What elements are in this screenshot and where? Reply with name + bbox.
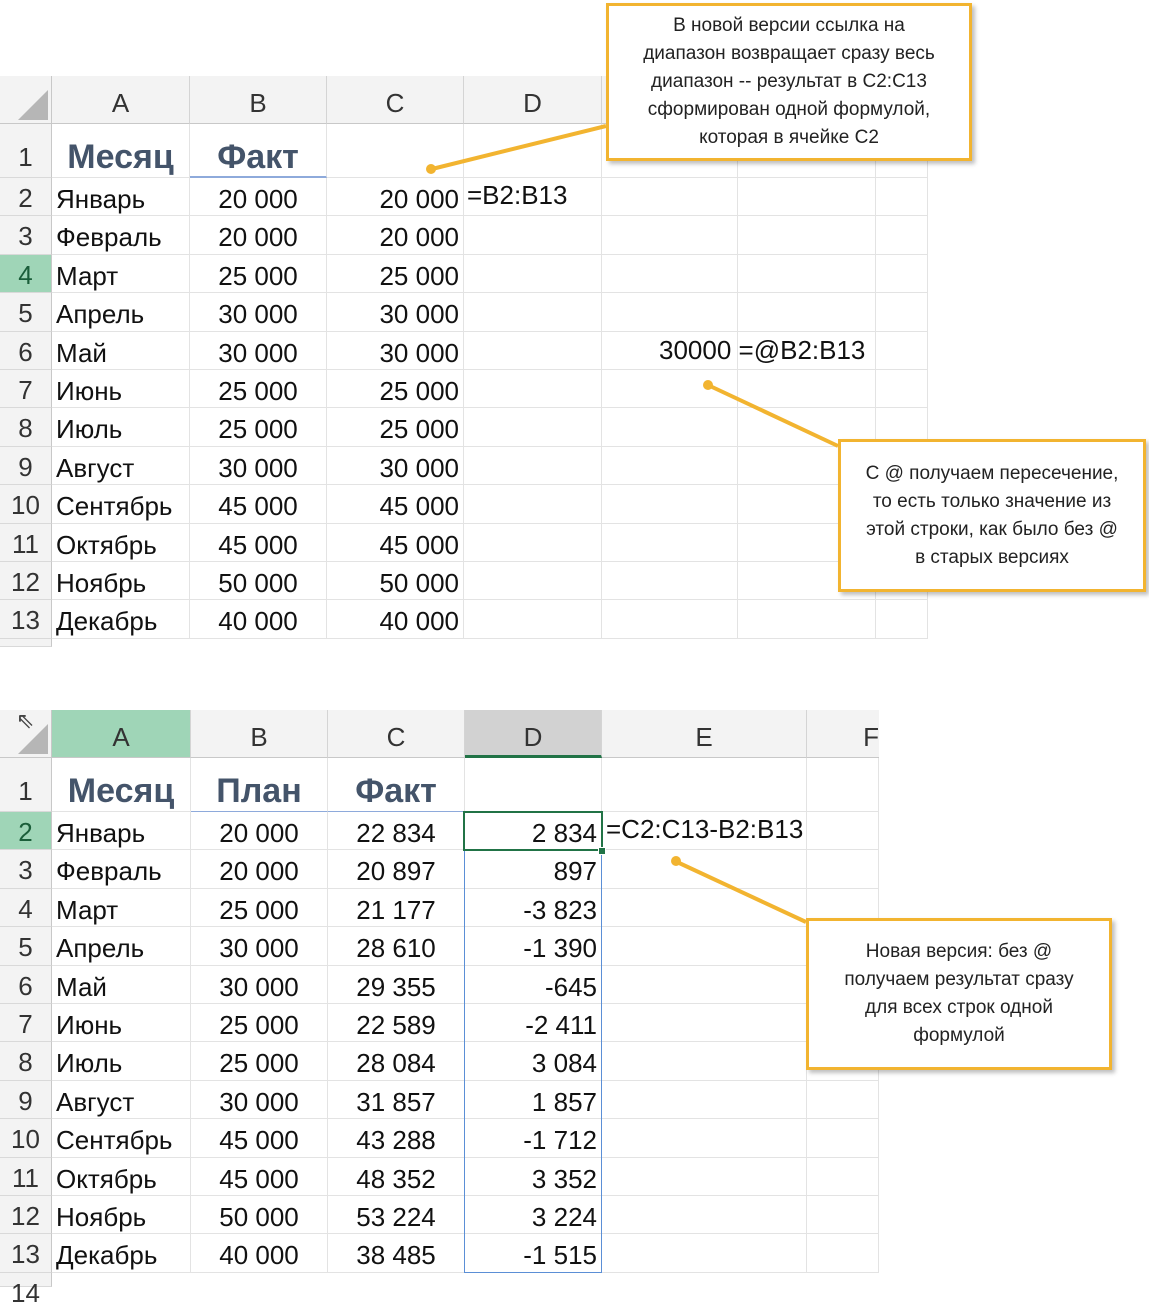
cell-month[interactable]: Июль bbox=[52, 1042, 191, 1080]
cell-fact[interactable]: 50 000 bbox=[190, 562, 327, 600]
cell-spill-c[interactable]: 20 000 bbox=[327, 178, 464, 216]
column-header-b[interactable]: B bbox=[191, 710, 328, 758]
cell-spill-c[interactable]: 40 000 bbox=[327, 600, 464, 638]
row-header-1[interactable]: 1 bbox=[0, 758, 52, 812]
cell-spill-c[interactable]: 30 000 bbox=[327, 293, 464, 331]
cell-diff[interactable]: 3 224 bbox=[465, 1196, 602, 1234]
cell-month[interactable]: Сентябрь bbox=[52, 485, 190, 523]
callout-right-line-4: в старых версиях bbox=[915, 546, 1069, 568]
cell-diff[interactable]: 2 834 bbox=[465, 812, 602, 850]
cell-month[interactable]: Апрель bbox=[52, 927, 191, 965]
cell-plan[interactable]: 20 000 bbox=[191, 850, 328, 888]
header-fact[interactable]: Факт bbox=[190, 124, 327, 178]
cell-month[interactable]: Март bbox=[52, 889, 191, 927]
cell-spill-c[interactable]: 45 000 bbox=[327, 524, 464, 562]
row-header-12[interactable]: 12 bbox=[0, 1196, 52, 1234]
cell-month[interactable]: Июль bbox=[52, 408, 190, 446]
callout-top-line-2: диапазон возвращает сразу весь bbox=[643, 43, 935, 64]
cell-diff[interactable]: -3 823 bbox=[465, 889, 602, 927]
header-month[interactable]: Месяц bbox=[52, 124, 190, 178]
cell-month[interactable]: Май bbox=[52, 332, 190, 370]
cell-plan[interactable]: 30 000 bbox=[191, 927, 328, 965]
row-header-7[interactable]: 7 bbox=[0, 1004, 52, 1042]
cell-plan[interactable]: 45 000 bbox=[191, 1158, 328, 1196]
cell-month[interactable]: Ноябрь bbox=[52, 562, 190, 600]
column-header-b[interactable]: B bbox=[190, 76, 327, 124]
cell-fact[interactable]: 25 000 bbox=[190, 255, 327, 293]
cell-plan[interactable]: 25 000 bbox=[191, 1004, 328, 1042]
column-header-d[interactable]: D bbox=[464, 76, 602, 124]
row-header-13[interactable]: 13 bbox=[0, 1234, 52, 1272]
cell-month[interactable]: Июнь bbox=[52, 1004, 191, 1042]
formula-text-intersection: 30000 =@B2:B13 bbox=[659, 334, 866, 365]
cell-fact[interactable]: 48 352 bbox=[328, 1158, 465, 1196]
cell-fact[interactable]: 38 485 bbox=[328, 1234, 465, 1272]
column-header-d[interactable]: D bbox=[465, 710, 602, 758]
callout-bottom-line-4: формулой bbox=[913, 1025, 1005, 1046]
cell-month[interactable]: Август bbox=[52, 447, 190, 485]
cell-diff[interactable]: 3 084 bbox=[465, 1042, 602, 1080]
cell-month[interactable]: Февраль bbox=[52, 850, 191, 888]
column-header-c[interactable]: C bbox=[328, 710, 465, 758]
callout-top-line-1: В новой версии ссылка на bbox=[673, 15, 905, 36]
row-header-6[interactable]: 6 bbox=[0, 332, 52, 370]
header-month[interactable]: Месяц bbox=[52, 758, 191, 812]
cell-fact[interactable]: 22 589 bbox=[328, 1004, 465, 1042]
cell-plan[interactable]: 45 000 bbox=[191, 1119, 328, 1157]
row-header-8[interactable]: 8 bbox=[0, 408, 52, 446]
cell-fact[interactable]: 25 000 bbox=[190, 370, 327, 408]
cell-plan[interactable]: 25 000 bbox=[191, 889, 328, 927]
cell-diff[interactable]: -1 390 bbox=[465, 927, 602, 965]
cell-fact[interactable]: 45 000 bbox=[190, 485, 327, 523]
connector-top-dot bbox=[426, 164, 436, 174]
row-header-8[interactable]: 8 bbox=[0, 1042, 52, 1080]
cell-diff[interactable]: 897 bbox=[465, 850, 602, 888]
cell-plan[interactable]: 30 000 bbox=[191, 1081, 328, 1119]
callout-top-line-5: которая в ячейке C2 bbox=[699, 127, 879, 148]
column-header-a[interactable]: A bbox=[52, 710, 191, 758]
cell-fact[interactable]: 29 355 bbox=[328, 966, 465, 1004]
cell-plan[interactable]: 25 000 bbox=[191, 1042, 328, 1080]
cell-diff[interactable]: 1 857 bbox=[465, 1081, 602, 1119]
row-header-2[interactable]: 2 bbox=[0, 812, 52, 850]
callout-right-line-1: С @ получаем пересечение, bbox=[865, 462, 1119, 484]
cell-fact[interactable]: 21 177 bbox=[328, 889, 465, 927]
column-header-f[interactable]: F bbox=[807, 710, 879, 758]
cell-month[interactable]: Январь bbox=[52, 178, 190, 216]
mouse-cursor-icon: ⇖ bbox=[16, 708, 35, 733]
row-header-7[interactable]: 7 bbox=[0, 370, 52, 408]
row-header-11[interactable]: 11 bbox=[0, 524, 52, 562]
cell-fact[interactable]: 30 000 bbox=[190, 293, 327, 331]
cell-fact[interactable]: 28 610 bbox=[328, 927, 465, 965]
cell-month[interactable]: Декабрь bbox=[52, 1234, 191, 1272]
cell-fact[interactable]: 22 834 bbox=[328, 812, 465, 850]
row-header-11[interactable]: 11 bbox=[0, 1158, 52, 1196]
row-header-5[interactable]: 5 bbox=[0, 293, 52, 331]
cell-month[interactable]: Сентябрь bbox=[52, 1119, 191, 1157]
cell-month[interactable]: Ноябрь bbox=[52, 1196, 191, 1234]
connector-right-dot bbox=[703, 380, 713, 390]
callout-bottom-line-2: получаем результат сразу bbox=[844, 969, 1074, 990]
callout-bottom-line-3: для всех строк одной bbox=[865, 997, 1053, 1018]
callout-top-line-4: сформирован одной формулой, bbox=[647, 99, 931, 120]
cell-spill-c[interactable]: 25 000 bbox=[327, 255, 464, 293]
row-header-3[interactable]: 3 bbox=[0, 850, 52, 888]
cell-month[interactable]: Февраль bbox=[52, 216, 190, 254]
connector-right bbox=[710, 386, 838, 446]
cell-month[interactable]: Май bbox=[52, 966, 191, 1004]
row-header-13[interactable]: 13 bbox=[0, 600, 52, 638]
cell-month[interactable]: Август bbox=[52, 1081, 191, 1119]
cell-fact[interactable]: 20 000 bbox=[190, 216, 327, 254]
cell-spill-c[interactable]: 50 000 bbox=[327, 562, 464, 600]
row-header-5[interactable]: 5 bbox=[0, 927, 52, 965]
cell-month[interactable]: Октябрь bbox=[52, 524, 190, 562]
cell-fact[interactable]: 45 000 bbox=[190, 524, 327, 562]
cell-fact[interactable]: 20 000 bbox=[190, 178, 327, 216]
column-header-c[interactable]: C bbox=[327, 76, 464, 124]
callout-right-line-3: этой строки, как было без @ bbox=[866, 518, 1118, 540]
cell-fact[interactable]: 28 084 bbox=[328, 1042, 465, 1080]
column-header-e[interactable]: E bbox=[602, 710, 807, 758]
cell-month[interactable]: Январь bbox=[52, 812, 191, 850]
formula-text-c2: =B2:B13 bbox=[467, 180, 568, 210]
row-header-4[interactable]: 4 bbox=[0, 889, 52, 927]
callout-right-line-2: то есть только значение из bbox=[872, 490, 1112, 512]
row-header-4[interactable]: 4 bbox=[0, 255, 52, 293]
cell-diff[interactable]: -645 bbox=[465, 966, 602, 1004]
cell-spill-c[interactable]: 30 000 bbox=[327, 332, 464, 370]
cell-fact[interactable]: 31 857 bbox=[328, 1081, 465, 1119]
cell-diff[interactable]: -1 712 bbox=[465, 1119, 602, 1157]
cell-fact[interactable]: 30 000 bbox=[190, 447, 327, 485]
cell-fact[interactable]: 25 000 bbox=[190, 408, 327, 446]
row-header-6[interactable]: 6 bbox=[0, 966, 52, 1004]
cell-spill-c[interactable]: 25 000 bbox=[327, 408, 464, 446]
connector-top bbox=[432, 126, 606, 169]
cell-plan[interactable]: 20 000 bbox=[191, 812, 328, 850]
cell-diff[interactable]: 3 352 bbox=[465, 1158, 602, 1196]
cell-plan[interactable]: 30 000 bbox=[191, 966, 328, 1004]
cell-fact[interactable]: 30 000 bbox=[190, 332, 327, 370]
connector-bottom bbox=[677, 862, 806, 922]
cell-fact[interactable]: 43 288 bbox=[328, 1119, 465, 1157]
cell-spill-c[interactable]: 45 000 bbox=[327, 485, 464, 523]
cell-month[interactable]: Октябрь bbox=[52, 1158, 191, 1196]
formula-text-e2: =C2:C13-B2:B13 bbox=[606, 814, 804, 844]
header-fact[interactable]: Факт bbox=[328, 758, 465, 812]
callout-bottom-line-1: Новая версия: без @ bbox=[865, 941, 1053, 962]
cell-month[interactable]: Июнь bbox=[52, 370, 190, 408]
cell-diff[interactable]: -1 515 bbox=[465, 1234, 602, 1272]
cell-month[interactable]: Март bbox=[52, 255, 190, 293]
cell-month[interactable]: Апрель bbox=[52, 293, 190, 331]
cell-fact[interactable]: 20 897 bbox=[328, 850, 465, 888]
cell-diff[interactable]: -2 411 bbox=[465, 1004, 602, 1042]
row-header-2[interactable]: 2 bbox=[0, 178, 52, 216]
cell-plan[interactable]: 40 000 bbox=[191, 1234, 328, 1272]
row-header-10[interactable]: 10 bbox=[0, 1119, 52, 1157]
callout-top-line-3: диапазон -- результат в C2:C13 bbox=[651, 71, 927, 92]
row-header-1[interactable]: 1 bbox=[0, 124, 52, 178]
column-header-a[interactable]: A bbox=[52, 76, 190, 124]
row-header-10[interactable]: 10 bbox=[0, 485, 52, 523]
row-header-9[interactable]: 9 bbox=[0, 1081, 52, 1119]
cell-spill-c[interactable]: 25 000 bbox=[327, 370, 464, 408]
row-header-9[interactable]: 9 bbox=[0, 447, 52, 485]
cell-month[interactable]: Декабрь bbox=[52, 600, 190, 638]
cell-plan[interactable]: 50 000 bbox=[191, 1196, 328, 1234]
row-header-3[interactable]: 3 bbox=[0, 216, 52, 254]
header-plan[interactable]: План bbox=[191, 758, 328, 812]
cell-spill-c[interactable]: 20 000 bbox=[327, 216, 464, 254]
row-header-14[interactable]: 14 bbox=[0, 1273, 52, 1287]
cell-spill-c[interactable]: 30 000 bbox=[327, 447, 464, 485]
cell-fact[interactable]: 53 224 bbox=[328, 1196, 465, 1234]
connector-bottom-dot bbox=[671, 856, 681, 866]
cell-fact[interactable]: 40 000 bbox=[190, 600, 327, 638]
row-header-12[interactable]: 12 bbox=[0, 562, 52, 600]
